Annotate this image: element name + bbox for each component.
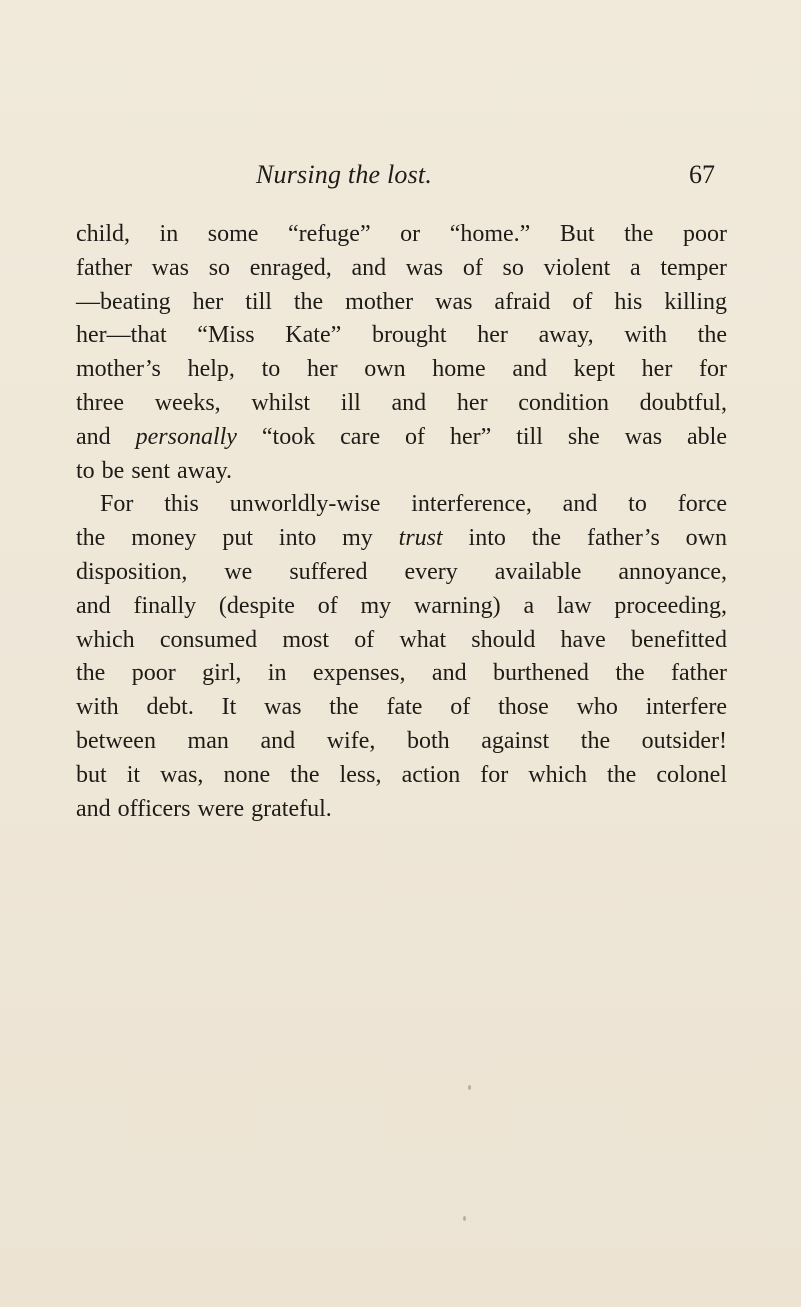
italic-emphasis: trust — [398, 525, 443, 552]
text-line: which consumed most of what should have benefitted — [76, 626, 727, 653]
text-line: father was so enraged, and was of so violent a temper — [76, 254, 727, 281]
paper-speck — [463, 1216, 466, 1221]
text-line: her—that “Miss Kate” brought her away, with the — [76, 322, 727, 349]
text-segment: into the father’s own — [442, 525, 728, 552]
text-line: the poor girl, in expenses, and burthened the father — [76, 660, 727, 687]
text-segment: and — [76, 423, 136, 450]
text-line: child, in some “refuge” or “home.” But the poor — [76, 221, 727, 247]
text-line: disposition, we suffered every available annoyance, — [76, 558, 727, 585]
page-title: Nursing the lost. — [256, 160, 433, 189]
body-text — [76, 218, 727, 826]
text-line: three weeks, whilst ill and her condition doubtful, — [76, 389, 727, 416]
text-line: For this unworldly-wise interference, and to force — [100, 491, 727, 518]
text-segment: the money put into my — [76, 525, 399, 552]
text-line: but it was, none the less, action for which the colonel — [76, 761, 727, 788]
text-segment: “took care of her” till she was able — [236, 423, 727, 450]
text-line — [76, 421, 727, 455]
text-line: to be sent away. — [76, 457, 233, 484]
running-head — [76, 160, 727, 190]
text-line: and officers were grateful. — [76, 795, 332, 822]
paper-speck — [468, 1085, 471, 1090]
page-number: 67 — [689, 160, 715, 189]
text-line — [76, 522, 727, 556]
text-line: —beating her till the mother was afraid of his killing — [76, 288, 727, 315]
text-line: and finally (despite of my warning) a law proceeding, — [76, 592, 727, 619]
text-line: between man and wife, both against the outsider! — [76, 727, 727, 754]
italic-emphasis: personally — [135, 423, 237, 450]
text-line: with debt. It was the fate of those who interfere — [76, 694, 727, 721]
text-line: mother’s help, to her own home and kept her for — [76, 356, 727, 383]
